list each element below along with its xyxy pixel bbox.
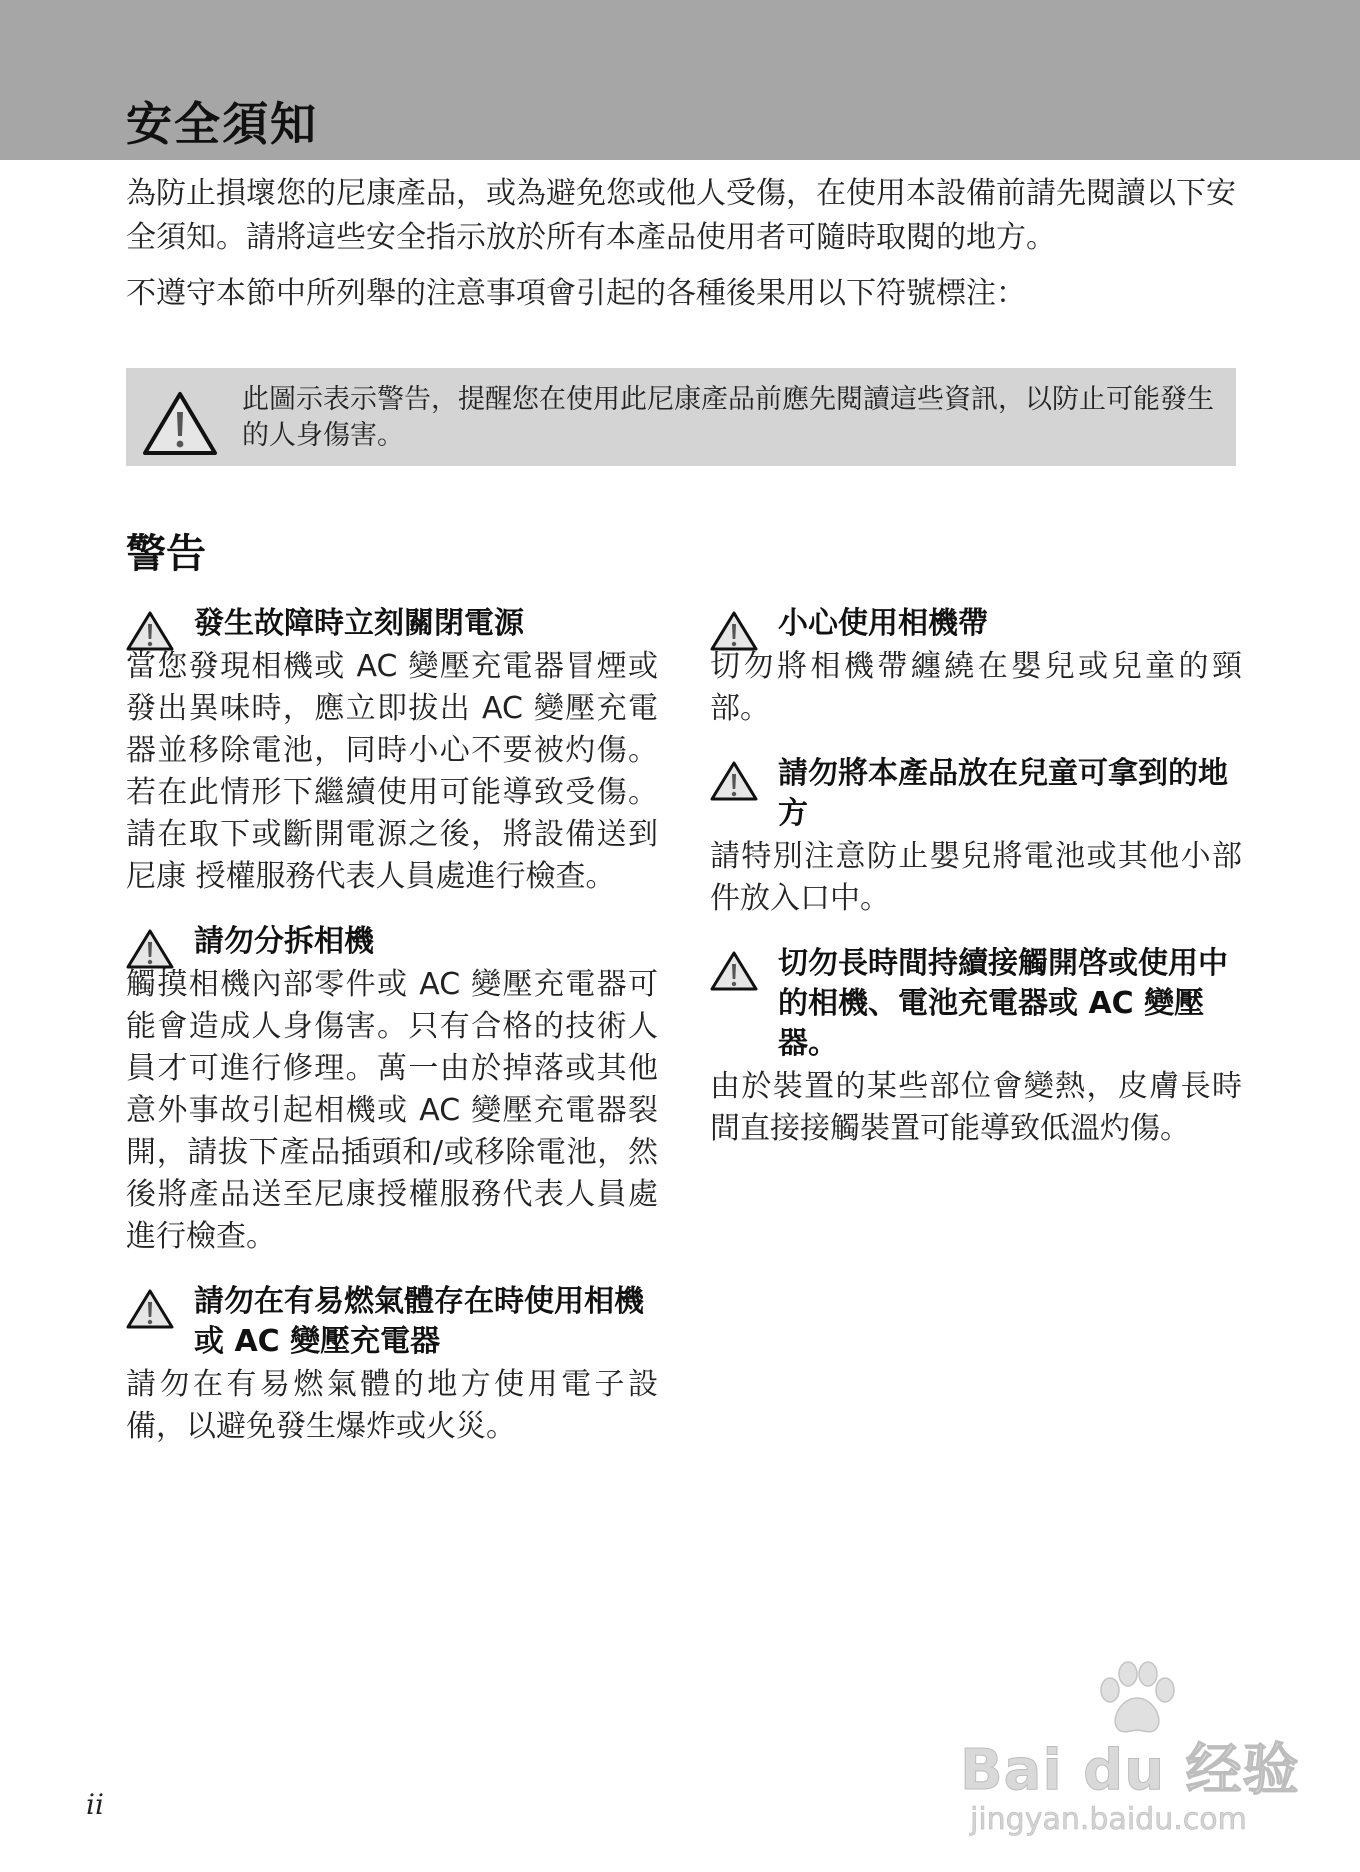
notice-text: 此圖示表示警告，提醒您在使用此尼康產品前應先閱讀這些資訊，以防止可能發生的人身傷害。: [242, 384, 1214, 451]
watermark-url: jingyan.baidu.com: [970, 1802, 1247, 1837]
warning-body: 請勿在有易燃氣體的地方使用電子設備，以避免發生爆炸或火災。: [126, 1367, 658, 1444]
warning-item: [126, 604, 658, 898]
watermark-brand: Bai du 经验: [960, 1738, 1300, 1803]
warning-item: [126, 1282, 658, 1448]
warning-title: 小心使用相機帶: [778, 606, 988, 641]
page-number: ii: [86, 1788, 104, 1821]
warning-triangle-icon: [126, 928, 174, 970]
intro-paragraph: 不遵守本節中所列舉的注意事項會引起的各種後果用以下符號標注：: [126, 276, 1026, 311]
warning-title: 請勿分拆相機: [194, 924, 374, 959]
warning-body: 當您發現相機或 AC 變壓充電器冒煙或發出異味時，應立即拔出 AC 變壓充電器並移除電池，同時小心不要被灼傷。若在此情形下繼續使用可能導致受傷。請在取下或斷開電源之後，將設備送到 尼康 授權服務代表人員處進行檢查。: [126, 649, 658, 894]
warning-title: 請勿將本產品放在兒童可拿到的地方: [778, 756, 1228, 831]
warning-title: 切勿長時間持續接觸開啓或使用中的相機、電池充電器或 AC 變壓器。: [778, 946, 1228, 1061]
warning-triangle-icon: [126, 1288, 174, 1330]
warnings-left-column: [126, 604, 658, 1472]
warning-item: [710, 604, 1242, 730]
warning-triangle-icon: [710, 760, 758, 802]
section-title: 警告: [126, 531, 206, 577]
warning-item: [710, 754, 1242, 920]
header-band: [0, 0, 1360, 160]
warning-triangle-icon: [126, 610, 174, 652]
warnings-right-column: [710, 604, 1242, 1174]
intro-paragraph: 為防止損壞您的尼康產品，或為避免您或他人受傷，在使用本設備前請先閱讀以下安全須知。請將這些安全指示放於所有本產品使用者可隨時取閱的地方。: [126, 176, 1236, 255]
warning-item: [710, 944, 1242, 1150]
warning-body: 請特別注意防止嬰兒將電池或其他小部件放入口中。: [710, 839, 1242, 916]
warning-title: 發生故障時立刻關閉電源: [194, 606, 524, 641]
warning-triangle-icon: [710, 950, 758, 992]
watermark: [960, 1660, 1300, 1850]
notice-box: [126, 368, 1236, 466]
warning-triangle-icon: [710, 610, 758, 652]
warning-body: 觸摸相機內部零件或 AC 變壓充電器可能會造成人身傷害。只有合格的技術人員才可進行修理。萬一由於掉落或其他意外事故引起相機或 AC 變壓充電器裂開，請拔下產品插頭和/或移除電池，然後將產品送至尼康授權服務代表人員處進行檢查。: [126, 967, 658, 1254]
warning-title: 請勿在有易燃氣體存在時使用相機或 AC 變壓充電器: [194, 1284, 644, 1359]
warning-body: 切勿將相機帶纏繞在嬰兒或兒童的頸部。: [710, 649, 1242, 726]
warning-body: 由於裝置的某些部位會變熱，皮膚長時間直接接觸裝置可能導致低溫灼傷。: [710, 1069, 1242, 1146]
warning-triangle-icon: [142, 390, 218, 456]
intro: [126, 172, 1238, 328]
warning-item: [126, 922, 658, 1258]
page-title: 安全須知: [126, 97, 318, 151]
